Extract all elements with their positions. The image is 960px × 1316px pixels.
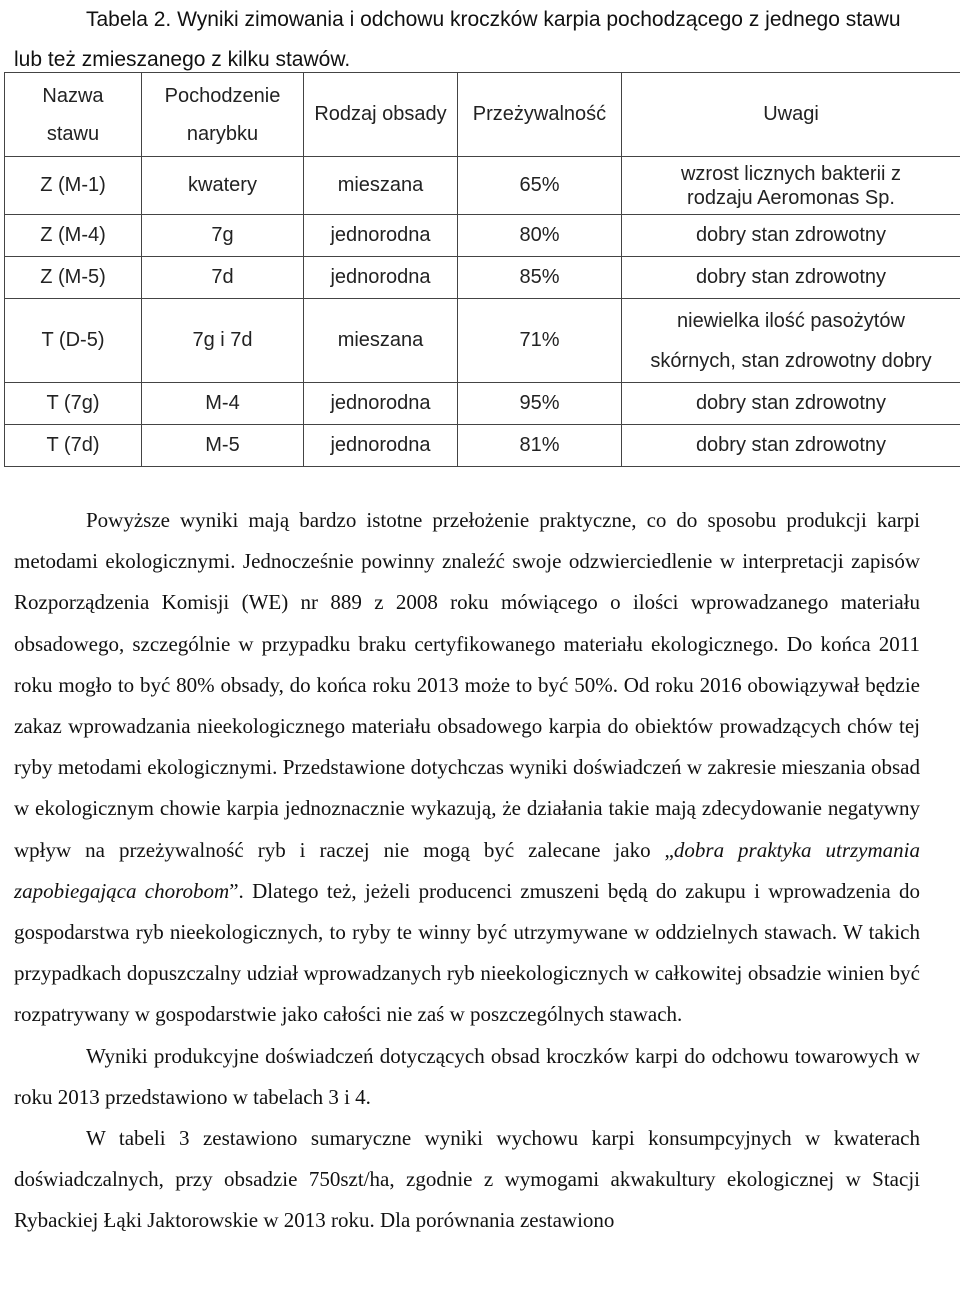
table-row <box>5 383 960 425</box>
cell-stock: jednorodna <box>304 425 458 467</box>
cell-name: Z (M-5) <box>5 257 142 299</box>
cell-survival: 81% <box>458 425 622 467</box>
cell-origin: 7g i 7d <box>142 299 304 383</box>
table-row <box>5 425 960 467</box>
italic-quote: dobra praktyka utrzymania zapobiegająca chorobom <box>14 837 920 903</box>
cell-notes: dobry stan zdrowotny <box>622 383 960 425</box>
cell-survival: 65% <box>458 157 622 215</box>
table-row <box>5 215 960 257</box>
cell-notes: wzrost licznych bakterii z rodzaju Aeromonas Sp. <box>622 157 960 215</box>
paragraph-1: Powyższe wyniki mają bardzo istotne przełożenie praktyczne, co do sposobu produkcji karpi metodami ekologicznymi. Jednocześnie powinny znaleźć swoje odzwierciedlenie w interpretacji zapisów Rozporządzenia Komisji (WE) nr 889 z 2008 roku mówiącego o ilości wprowadzanego materiału obsadowego, szczególnie w przypadku braku certyfikowanego materiału ekologicznego. Do końca 2011 roku mogło to być 80% obsady, do końca roku 2013 może to być 50%. Od roku 2016 obowiązywał będzie zakaz wprowadzania nieekologicznego materiału obsadowego karpia do obiektów prowadzących chów tej ryby metodami ekologicznymi. Przedstawione dotychczas wyniki doświadczeń w zakresie mieszania obsad w ekologicznym chowie karpia jednoznacznie wykazują, że działania takie mają zdecydowanie negatywny wpływ na przeżywalność ryb i raczej nie mogą być zalecane jako „dobra praktyka utrzymania zapobiegająca chorobom”. Dlatego też, jeżeli producenci zmuszeni będą do zakupu i wprowadzenia do gospodarstwa ryb nieekologicznych, to ryby te winny być utrzymywane w oddzielnych stawach. W takich przypadkach dopuszczalny udział wprowadzanych ryb nieekologicznych w całkowitej obsadzie winien być rozpatrywany w gospodarstwie jako całości nie zaś w poszczególnych stawach. <box>14 508 920 1027</box>
table-row <box>5 157 960 215</box>
cell-origin: kwatery <box>142 157 304 215</box>
header-stock-type: Rodzaj obsady <box>304 73 458 157</box>
cell-notes: niewielka ilość pasożytów skórnych, stan zdrowotny dobry <box>622 299 960 383</box>
cell-stock: mieszana <box>304 157 458 215</box>
cell-origin: M-4 <box>142 383 304 425</box>
table-row <box>5 257 960 299</box>
table-header-row <box>5 73 960 157</box>
table-caption: Tabela 2. Wyniki zimowania i odchowu kroczków karpia pochodzącego z jednego stawu lub też zmieszanego z kilku stawów. <box>14 8 901 71</box>
cell-name: T (7d) <box>5 425 142 467</box>
header-fry-origin: Pochodzenie narybku <box>142 73 304 157</box>
cell-survival: 95% <box>458 383 622 425</box>
cell-notes: dobry stan zdrowotny <box>622 215 960 257</box>
cell-notes: dobry stan zdrowotny <box>622 425 960 467</box>
cell-name: T (7g) <box>5 383 142 425</box>
body-text <box>14 500 920 1242</box>
cell-stock: jednorodna <box>304 257 458 299</box>
cell-origin: M-5 <box>142 425 304 467</box>
cell-stock: mieszana <box>304 299 458 383</box>
table-row <box>5 299 960 383</box>
cell-name: T (D-5) <box>5 299 142 383</box>
cell-origin: 7d <box>142 257 304 299</box>
cell-notes: dobry stan zdrowotny <box>622 257 960 299</box>
paragraph-2: Wyniki produkcyjne doświadczeń dotyczących obsad kroczków karpi do odchowu towarowych w roku 2013 przedstawiono w tabelach 3 i 4. <box>14 1043 920 1109</box>
cell-survival: 85% <box>458 257 622 299</box>
cell-survival: 71% <box>458 299 622 383</box>
cell-origin: 7g <box>142 215 304 257</box>
cell-stock: jednorodna <box>304 215 458 257</box>
cell-name: Z (M-4) <box>5 215 142 257</box>
cell-survival: 80% <box>458 215 622 257</box>
header-pond-name: Nazwa stawu <box>5 73 142 157</box>
header-survival: Przeżywalność <box>458 73 622 157</box>
cell-name: Z (M-1) <box>5 157 142 215</box>
paragraph-3: W tabeli 3 zestawiono sumaryczne wyniki wychowu karpi konsumpcyjnych w kwaterach doświadczalnych, przy obsadzie 750szt/ha, zgodnie z wymogami akwakultury ekologicznej w Stacji Rybackiej Łąki Jaktorowskie w 2013 roku. Dla porównania zestawiono <box>14 1126 920 1233</box>
cell-stock: jednorodna <box>304 383 458 425</box>
header-notes: Uwagi <box>622 73 960 157</box>
results-table <box>4 72 960 467</box>
